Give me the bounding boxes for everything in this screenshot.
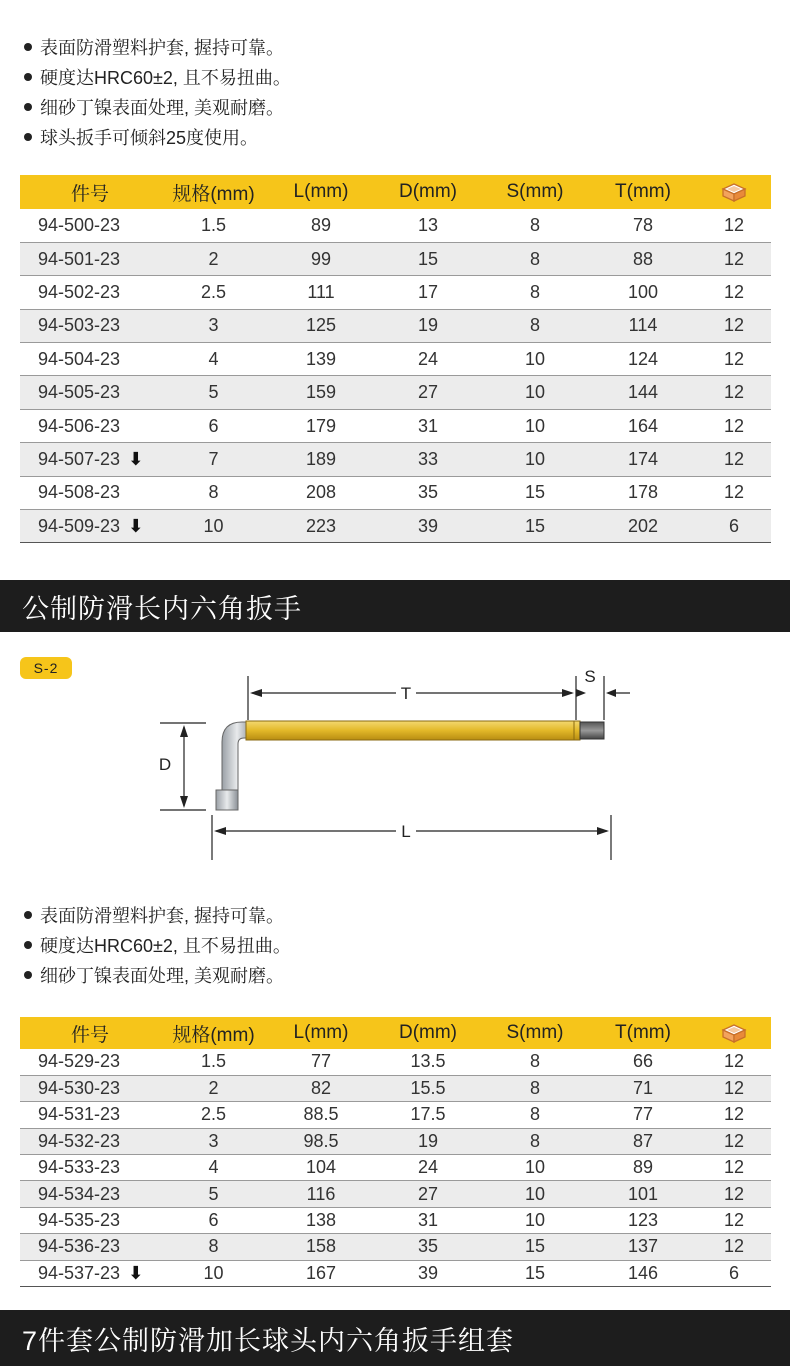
cell-qty: 12 bbox=[697, 1128, 771, 1154]
cell-s: 15 bbox=[481, 1260, 589, 1286]
cell-d: 39 bbox=[375, 1260, 481, 1286]
cell-qty: 12 bbox=[697, 309, 771, 342]
table-row bbox=[20, 1075, 771, 1101]
table-row bbox=[20, 1102, 771, 1128]
cell-qty: 12 bbox=[697, 409, 771, 442]
cell-l: 179 bbox=[267, 409, 375, 442]
cell-l: 158 bbox=[267, 1234, 375, 1260]
cell-qty: 12 bbox=[697, 242, 771, 275]
cell-spec: 5 bbox=[160, 1181, 267, 1207]
cell-l: 104 bbox=[267, 1155, 375, 1181]
cell-qty: 12 bbox=[697, 1049, 771, 1075]
cell-l: 116 bbox=[267, 1181, 375, 1207]
cell-d: 27 bbox=[375, 1181, 481, 1207]
cell-l: 167 bbox=[267, 1260, 375, 1286]
cell-spec: 2.5 bbox=[160, 276, 267, 309]
cell-s: 10 bbox=[481, 1155, 589, 1181]
table-header-row bbox=[20, 1017, 771, 1049]
cell-s: 15 bbox=[481, 510, 589, 543]
header-l: L(mm) bbox=[267, 175, 375, 209]
dimension-s bbox=[576, 667, 630, 720]
cell-spec: 2.5 bbox=[160, 1102, 267, 1128]
section-title-bar bbox=[0, 580, 790, 632]
cell-l: 189 bbox=[267, 443, 375, 476]
cell-s: 8 bbox=[481, 1049, 589, 1075]
cell-part-no: 94-529-23 bbox=[20, 1049, 160, 1075]
cell-d: 17.5 bbox=[375, 1102, 481, 1128]
cell-spec: 2 bbox=[160, 242, 267, 275]
table-row bbox=[20, 1181, 771, 1207]
cell-l: 77 bbox=[267, 1049, 375, 1075]
cell-t: 114 bbox=[589, 309, 697, 342]
cell-qty: 12 bbox=[697, 343, 771, 376]
table-row bbox=[20, 209, 771, 242]
label-l: L bbox=[401, 822, 411, 841]
box-quantity-icon bbox=[721, 182, 747, 202]
section-title: 公制防滑长内六角扳手 bbox=[22, 593, 302, 624]
cell-spec: 4 bbox=[160, 343, 267, 376]
cell-l: 223 bbox=[267, 510, 375, 543]
cell-spec: 5 bbox=[160, 376, 267, 409]
header-s: S(mm) bbox=[481, 175, 589, 209]
cell-s: 8 bbox=[481, 1075, 589, 1101]
table-row bbox=[20, 376, 771, 409]
cell-s: 8 bbox=[481, 242, 589, 275]
table-row bbox=[20, 510, 771, 543]
diagram-tag: S-2 bbox=[20, 657, 72, 679]
header-spec: 规格(mm) bbox=[160, 175, 267, 209]
cell-part-no: 94-506-23 bbox=[20, 409, 160, 442]
table-row bbox=[20, 409, 771, 442]
header-qty bbox=[697, 1017, 771, 1049]
dimension-d bbox=[159, 723, 206, 810]
cell-d: 35 bbox=[375, 476, 481, 509]
cell-part-no: 94-503-23 bbox=[20, 309, 160, 342]
cell-t: 89 bbox=[589, 1155, 697, 1181]
cell-qty: 12 bbox=[697, 376, 771, 409]
cell-spec: 7 bbox=[160, 443, 267, 476]
cell-part-no: 94-502-23 bbox=[20, 276, 160, 309]
label-s: S bbox=[584, 667, 596, 686]
cell-l: 82 bbox=[267, 1075, 375, 1101]
cell-d: 24 bbox=[375, 343, 481, 376]
table-row bbox=[20, 276, 771, 309]
header-l: L(mm) bbox=[267, 1017, 375, 1049]
cell-l: 208 bbox=[267, 476, 375, 509]
feature-list-2 bbox=[24, 900, 291, 990]
feature-item: 表面防滑塑料护套, 握持可靠。 bbox=[24, 900, 291, 930]
section-title-bar-2 bbox=[0, 1310, 790, 1366]
cell-s: 8 bbox=[481, 209, 589, 242]
cell-d: 15 bbox=[375, 242, 481, 275]
cell-part-no: 94-501-23 bbox=[20, 242, 160, 275]
table-row bbox=[20, 443, 771, 476]
header-t: T(mm) bbox=[589, 175, 697, 209]
cell-s: 8 bbox=[481, 1102, 589, 1128]
cell-spec: 3 bbox=[160, 1128, 267, 1154]
box-quantity-icon bbox=[721, 1023, 747, 1043]
cell-t: 77 bbox=[589, 1102, 697, 1128]
cell-part-no: 94-533-23 bbox=[20, 1155, 160, 1181]
spec-table-1 bbox=[20, 175, 771, 543]
cell-l: 98.5 bbox=[267, 1128, 375, 1154]
bullet-dot-icon bbox=[24, 73, 32, 81]
table-row bbox=[20, 1128, 771, 1154]
cell-t: 100 bbox=[589, 276, 697, 309]
cell-d: 17 bbox=[375, 276, 481, 309]
cell-part-no: 94-536-23 bbox=[20, 1234, 160, 1260]
cell-part-no: 94-505-23 bbox=[20, 376, 160, 409]
cell-part-no: 94-508-23 bbox=[20, 476, 160, 509]
hex-key bbox=[216, 721, 604, 810]
table-row bbox=[20, 309, 771, 342]
cell-part-no: 94-509-23 ⬇ bbox=[20, 510, 160, 543]
cell-d: 13 bbox=[375, 209, 481, 242]
cell-s: 8 bbox=[481, 1128, 589, 1154]
table-row bbox=[20, 1207, 771, 1233]
cell-l: 125 bbox=[267, 309, 375, 342]
cell-d: 19 bbox=[375, 309, 481, 342]
bullet-dot-icon bbox=[24, 103, 32, 111]
cell-d: 19 bbox=[375, 1128, 481, 1154]
cell-d: 39 bbox=[375, 510, 481, 543]
cell-d: 33 bbox=[375, 443, 481, 476]
cell-d: 27 bbox=[375, 376, 481, 409]
cell-part-no: 94-530-23 bbox=[20, 1075, 160, 1101]
cell-qty: 6 bbox=[697, 1260, 771, 1286]
down-arrow-icon: ⬇ bbox=[128, 448, 144, 469]
cell-spec: 2 bbox=[160, 1075, 267, 1101]
header-qty bbox=[697, 175, 771, 209]
cell-part-no: 94-532-23 bbox=[20, 1128, 160, 1154]
cell-l: 139 bbox=[267, 343, 375, 376]
cell-d: 13.5 bbox=[375, 1049, 481, 1075]
cell-t: 124 bbox=[589, 343, 697, 376]
section-title-2: 7件套公制防滑加长球头内六角扳手组套 bbox=[22, 1325, 515, 1356]
header-part-no: 件号 bbox=[20, 175, 160, 209]
table-row bbox=[20, 1155, 771, 1181]
feature-item: 细砂丁镍表面处理, 美观耐磨。 bbox=[24, 92, 291, 122]
cell-s: 10 bbox=[481, 443, 589, 476]
table-row bbox=[20, 1049, 771, 1075]
header-part-no: 件号 bbox=[20, 1017, 160, 1049]
cell-spec: 8 bbox=[160, 1234, 267, 1260]
cell-s: 15 bbox=[481, 1234, 589, 1260]
cell-qty: 12 bbox=[697, 1155, 771, 1181]
cell-spec: 1.5 bbox=[160, 1049, 267, 1075]
cell-t: 202 bbox=[589, 510, 697, 543]
cell-t: 146 bbox=[589, 1260, 697, 1286]
hex-key-diagram bbox=[0, 650, 790, 870]
cell-d: 35 bbox=[375, 1234, 481, 1260]
cell-t: 78 bbox=[589, 209, 697, 242]
cell-qty: 12 bbox=[697, 1102, 771, 1128]
cell-d: 31 bbox=[375, 409, 481, 442]
cell-s: 10 bbox=[481, 376, 589, 409]
dimension-t bbox=[248, 676, 576, 720]
cell-t: 137 bbox=[589, 1234, 697, 1260]
cell-spec: 3 bbox=[160, 309, 267, 342]
cell-t: 144 bbox=[589, 376, 697, 409]
cell-part-no: 94-500-23 bbox=[20, 209, 160, 242]
header-spec: 规格(mm) bbox=[160, 1017, 267, 1049]
cell-spec: 10 bbox=[160, 1260, 267, 1286]
label-d: D bbox=[158, 755, 172, 774]
cell-d: 31 bbox=[375, 1207, 481, 1233]
cell-s: 8 bbox=[481, 309, 589, 342]
table-row bbox=[20, 242, 771, 275]
cell-t: 87 bbox=[589, 1128, 697, 1154]
cell-t: 123 bbox=[589, 1207, 697, 1233]
table-row bbox=[20, 343, 771, 376]
table-row bbox=[20, 476, 771, 509]
cell-qty: 12 bbox=[697, 209, 771, 242]
cell-t: 88 bbox=[589, 242, 697, 275]
feature-item: 表面防滑塑料护套, 握持可靠。 bbox=[24, 32, 291, 62]
bullet-dot-icon bbox=[24, 43, 32, 51]
cell-l: 88.5 bbox=[267, 1102, 375, 1128]
feature-item: 硬度达HRC60±2, 且不易扭曲。 bbox=[24, 62, 291, 92]
header-d: D(mm) bbox=[375, 175, 481, 209]
feature-list-1 bbox=[24, 32, 291, 152]
cell-t: 71 bbox=[589, 1075, 697, 1101]
cell-s: 8 bbox=[481, 276, 589, 309]
bullet-dot-icon bbox=[24, 133, 32, 141]
cell-t: 174 bbox=[589, 443, 697, 476]
table-row bbox=[20, 1234, 771, 1260]
cell-t: 178 bbox=[589, 476, 697, 509]
cell-l: 111 bbox=[267, 276, 375, 309]
header-d: D(mm) bbox=[375, 1017, 481, 1049]
header-t: T(mm) bbox=[589, 1017, 697, 1049]
cell-t: 164 bbox=[589, 409, 697, 442]
cell-spec: 6 bbox=[160, 1207, 267, 1233]
cell-part-no: 94-507-23 ⬇ bbox=[20, 443, 160, 476]
cell-qty: 12 bbox=[697, 1075, 771, 1101]
cell-part-no: 94-504-23 bbox=[20, 343, 160, 376]
cell-spec: 4 bbox=[160, 1155, 267, 1181]
header-s: S(mm) bbox=[481, 1017, 589, 1049]
cell-qty: 12 bbox=[697, 476, 771, 509]
cell-qty: 6 bbox=[697, 510, 771, 543]
bullet-dot-icon bbox=[24, 971, 32, 979]
cell-part-no: 94-531-23 bbox=[20, 1102, 160, 1128]
cell-d: 15.5 bbox=[375, 1075, 481, 1101]
cell-s: 10 bbox=[481, 343, 589, 376]
cell-t: 101 bbox=[589, 1181, 697, 1207]
cell-d: 24 bbox=[375, 1155, 481, 1181]
down-arrow-icon: ⬇ bbox=[128, 1262, 144, 1283]
label-t: T bbox=[400, 684, 412, 703]
cell-qty: 12 bbox=[697, 1207, 771, 1233]
feature-item: 硬度达HRC60±2, 且不易扭曲。 bbox=[24, 930, 291, 960]
dimension-l bbox=[212, 815, 611, 860]
cell-spec: 6 bbox=[160, 409, 267, 442]
cell-l: 89 bbox=[267, 209, 375, 242]
cell-s: 10 bbox=[481, 409, 589, 442]
bullet-dot-icon bbox=[24, 911, 32, 919]
table-row bbox=[20, 1260, 771, 1286]
cell-part-no: 94-537-23 ⬇ bbox=[20, 1260, 160, 1286]
bullet-dot-icon bbox=[24, 941, 32, 949]
cell-qty: 12 bbox=[697, 276, 771, 309]
cell-t: 66 bbox=[589, 1049, 697, 1075]
cell-l: 159 bbox=[267, 376, 375, 409]
feature-item: 球头扳手可倾斜25度使用。 bbox=[24, 122, 291, 152]
cell-s: 10 bbox=[481, 1207, 589, 1233]
cell-qty: 12 bbox=[697, 443, 771, 476]
cell-spec: 10 bbox=[160, 510, 267, 543]
cell-s: 10 bbox=[481, 1181, 589, 1207]
table-header-row bbox=[20, 175, 771, 209]
cell-spec: 8 bbox=[160, 476, 267, 509]
cell-l: 138 bbox=[267, 1207, 375, 1233]
cell-part-no: 94-535-23 bbox=[20, 1207, 160, 1233]
cell-part-no: 94-534-23 bbox=[20, 1181, 160, 1207]
cell-qty: 12 bbox=[697, 1181, 771, 1207]
cell-spec: 1.5 bbox=[160, 209, 267, 242]
cell-qty: 12 bbox=[697, 1234, 771, 1260]
down-arrow-icon: ⬇ bbox=[128, 515, 144, 536]
cell-l: 99 bbox=[267, 242, 375, 275]
spec-table-2 bbox=[20, 1017, 771, 1287]
cell-s: 15 bbox=[481, 476, 589, 509]
feature-item: 细砂丁镍表面处理, 美观耐磨。 bbox=[24, 960, 291, 990]
